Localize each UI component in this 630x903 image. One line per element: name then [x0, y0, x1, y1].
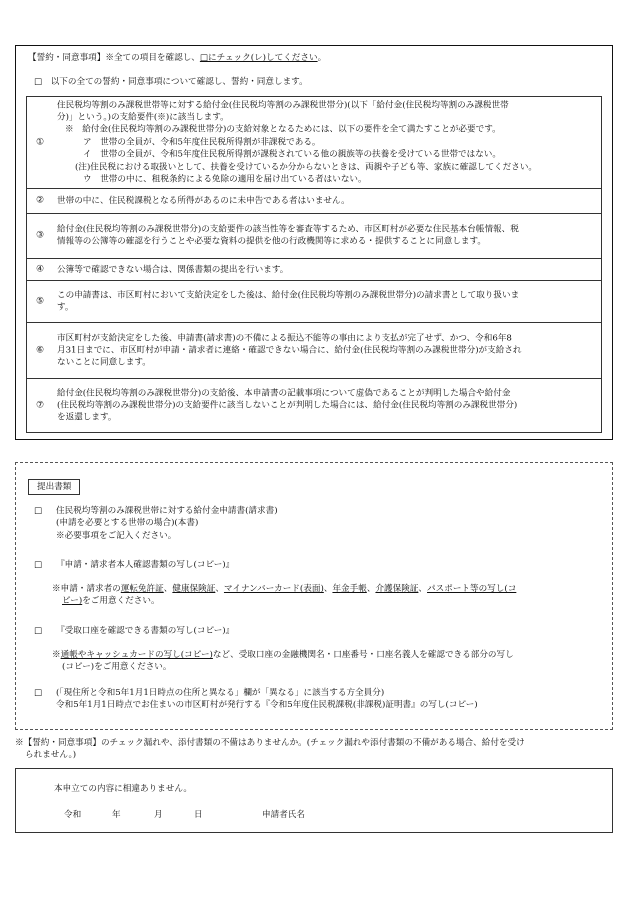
pledge-item-2 — [27, 189, 601, 214]
pledge-item-text — [57, 195, 587, 207]
note-text: (コピー)をご用意ください。 — [62, 662, 172, 673]
note-text: 、 — [323, 584, 333, 594]
note-underlined: ピー) — [62, 596, 83, 607]
warning-line: ※【誓約・同意事項】のチェック漏れや、添付書類の不備はありませんか。(チェック漏れや添付書類の不備がある場合、給付を受け — [15, 738, 525, 748]
pledge-item-5 — [27, 281, 601, 323]
note-underlined: 健康保険証 — [172, 584, 216, 594]
pledge-item-line: イ 世帯の全員が、令和5年度住民税所得割が課税されている他の親族等の扶養を受けている世帯ではない。 — [83, 149, 501, 160]
pledge-item-line: 世帯の中に、住民税課税となる所得があるのに未申告である者はいません。 — [57, 195, 350, 206]
pledge-item-number: ⑦ — [36, 399, 45, 410]
pledge-item-line: 給付金(住民税均等割のみ課税世帯分)の支給要件の該当性等を審査等するため、市区町村が必要な住民基本台帳情報、税 — [57, 224, 519, 235]
documents-section — [15, 462, 613, 730]
declaration-box — [15, 768, 613, 833]
doc-checkbox-application[interactable]: □ — [34, 506, 43, 516]
doc-checkbox-id-copy[interactable]: □ — [34, 560, 43, 570]
pledge-header-emphasis: □にチェック(レ)してください — [199, 53, 318, 63]
pledge-header — [28, 52, 326, 64]
pledge-items-table — [26, 96, 602, 433]
pledge-item-line: 月31日までに、市区町村が申請・請求者に連絡・確認できない場合に、給付金(住民税均等割のみ課税世帯分)が支給され — [57, 345, 522, 356]
note-text: 、 — [163, 584, 173, 594]
pledge-item-line: (住民税均等割のみ課税世帯分)の支給要件に該当しないことが判明した場合には、給付金(住民税均等割のみ課税世帯分) — [57, 400, 518, 411]
pledge-section — [15, 45, 613, 440]
doc-item-line: (申請を必要とする世帯の場合)(本書) — [56, 518, 199, 529]
pledge-item-text — [57, 263, 587, 275]
warning-line: られません。) — [25, 750, 77, 761]
date-era-label: 令和 — [64, 810, 82, 820]
note-underlined: 運転免許証 — [120, 584, 164, 594]
pledge-item-line: す。 — [57, 302, 74, 313]
pledge-item-number: ③ — [36, 230, 45, 241]
pledge-item-number: ⑥ — [36, 344, 45, 355]
pledge-item-line: ア 世帯の全員が、令和5年度住民税所得割が非課税である。 — [83, 137, 321, 148]
pledge-item-line: 市区町村が支給決定をした後、申請書(請求書)の不備による振込不能等の事由により支払が完了せず、かつ、令和6年8 — [57, 332, 512, 343]
doc-item-bank-copy — [34, 625, 598, 639]
doc-item-text — [56, 505, 598, 542]
pledge-item-number: ② — [36, 195, 45, 206]
doc-item-label: 『受取口座を確認できる書類の写し(コピー)』 — [56, 626, 235, 636]
pledge-item-line: ※ 給付金(住民税均等割のみ課税世帯分)の支給対象となるためには、以下の要件を全て満たすことが必要です。 — [65, 124, 501, 135]
doc-item-application — [34, 505, 598, 551]
note-underlined: 通帳やキャッシュカードの写し(コピー) — [60, 650, 213, 660]
pledge-item-line: 給付金(住民税均等割のみ課税世帯分)の支給後、本申請書の記載事項について虚偽であることが判明した場合や給付金 — [57, 387, 511, 398]
note-underlined: 年金手帳 — [332, 584, 367, 594]
note-text: ※ — [52, 650, 61, 660]
pledge-header-text: 【誓約・同意事項】※全ての項目を確認し、 — [28, 53, 200, 63]
documents-title: 提出書類 — [28, 479, 80, 495]
doc-item-id-copy — [34, 559, 598, 573]
pledge-item-line: 公簿等で確認できない場合は、関係書類の提出を行います。 — [57, 264, 289, 275]
pledge-item-text — [57, 332, 587, 369]
doc-item-line: (「現住所と令和5年1月1日時点の住所と異なる」欄が「異なる」に該当する方全員分) — [56, 688, 385, 698]
pledge-item-1 — [27, 97, 601, 189]
pledge-item-line: ウ 世帯の中に、租税条約による免除の適用を届け出ている者はいない。 — [83, 174, 367, 185]
doc-item-tax-certificate — [34, 687, 598, 717]
pledge-item-number: ④ — [36, 263, 45, 274]
doc-item-line: ※必要事項をご記入ください。 — [56, 530, 177, 541]
pledge-item-line: 住民税均等割のみ課税世帯等に対する給付金(住民税均等割のみ課税世帯分)(以下「給付金(住民税均等割のみ課税世帯 — [57, 99, 509, 110]
pledge-item-line: (注)住民税における取扱いとして、扶養を受けているか分からないときは、両親や子ども等、家族に確認してください。 — [75, 162, 538, 173]
doc-item-line: 令和5年1月1日時点でお住まいの市区町村が発行する『令和5年度住民税課税(非課税)証明書』の写し(コピー) — [56, 700, 478, 711]
pledge-item-3 — [27, 214, 601, 259]
date-day-field[interactable]: 日 — [194, 810, 203, 820]
doc-item-line: 住民税均等割のみ課税世帯に対する給付金申請書(請求書) — [56, 506, 278, 516]
pledge-item-7 — [27, 379, 601, 432]
pledge-item-line: ないことに同意します。 — [57, 357, 151, 368]
check-warning — [15, 737, 615, 762]
date-year-field[interactable]: 年 — [112, 810, 121, 820]
doc-checkbox-tax-certificate[interactable]: □ — [34, 688, 43, 698]
doc-item-label: 『申請・請求者本人確認書類の写し(コピー)』 — [56, 560, 235, 570]
pledge-agree-checkbox[interactable]: □ 以下の全ての誓約・同意事項について確認し、誓約・同意します。 — [34, 77, 308, 87]
pledge-item-line: 情報等の公簿等の確認を行うことや必要な資料の提供を他の行政機関等に求める・提供することに同意します。 — [57, 237, 487, 247]
pledge-item-text — [57, 289, 587, 314]
doc-note-bank-copy — [52, 649, 598, 674]
note-text: をご用意ください。 — [82, 596, 160, 607]
doc-note-id-copy — [52, 583, 598, 608]
pledge-item-number: ⑤ — [36, 295, 45, 306]
pledge-item-number: ① — [36, 136, 45, 147]
pledge-item-text — [57, 387, 587, 424]
pledge-header-end: 。 — [317, 53, 327, 63]
note-text: など、受取口座の金融機関名・口座番号・口座名義人を確認できる部分の写し — [212, 650, 514, 660]
pledge-item-6 — [27, 323, 601, 379]
declaration-text: 本申立ての内容に相違ありません。 — [54, 784, 193, 794]
note-underlined: パスポート等の写し(コ — [427, 584, 517, 594]
date-month-field[interactable]: 月 — [154, 810, 163, 820]
note-text: 、 — [418, 584, 428, 594]
pledge-item-text — [57, 99, 587, 186]
pledge-item-line: 分)」という。)の支給要件(※)に該当します。 — [57, 112, 229, 123]
pledge-item-4 — [27, 259, 601, 281]
pledge-item-line: この申請書は、市区町村において支給決定をした後は、給付金(住民税均等割のみ課税世帯分)の請求書として取り扱いま — [57, 290, 520, 301]
pledge-item-line: を返還します。 — [57, 412, 117, 423]
doc-item-text — [56, 687, 598, 712]
pledge-item-text — [57, 224, 587, 249]
doc-checkbox-bank-copy[interactable]: □ — [34, 626, 43, 636]
note-underlined: マイナンバーカード(表面) — [223, 584, 324, 594]
note-text: 、 — [366, 584, 376, 594]
note-text: ※申請・請求者の — [52, 584, 121, 594]
note-text: 、 — [215, 584, 224, 594]
note-underlined: 介護保険証 — [375, 584, 419, 594]
applicant-name-field[interactable]: 申請者氏名 — [262, 810, 305, 820]
